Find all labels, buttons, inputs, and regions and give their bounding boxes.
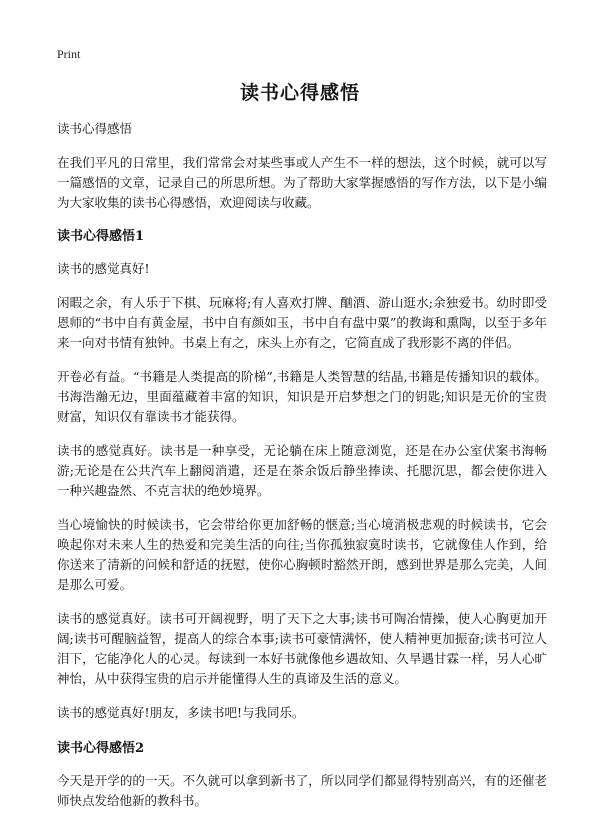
section2-paragraph: 今天是开学的的一天。不久就可以拿到新书了，所以同学们都显得特别高兴，有的还催老师快点发给他新的教科书。 bbox=[57, 773, 547, 808]
intro-paragraph: 在我们平凡的日常里，我们常常会对某些事或人产生不一样的想法，这个时候，就可以写一篇感悟的文章，记录自己的所思所想。为了帮助大家掌握感悟的写作方法，以下是小编为大家收集的读书心得感悟，欢迎阅读与收藏。 bbox=[57, 155, 547, 210]
section1-paragraph: 开卷必有益。“书籍是人类提高的阶梯”,书籍是人类智慧的结晶,书籍是传播知识的载体。书海浩瀚无边，里面蕴藏着丰富的知识，知识是开启梦想之门的钥匙;知识是无价的宝贵财富，知识仅有靠读书才能获得。 bbox=[57, 369, 547, 424]
section1-paragraph: 读书的感觉真好! bbox=[57, 261, 150, 276]
section1-paragraph: 读书的感觉真好。读书可开阔视野，明了天下之大事;读书可陶冶情操，使人心胸更加开阔;读书可醒脑益智，提高人的综合本事;读书可豪情满怀，使人精神更加振奋;读书可泣人泪下，它能净化人的心灵。每读到一本好书就像他乡遇故知、久旱遇甘霖一样，另人心旷神怡，从中获得宝贵的启示并能懂得人生的真谛及生活的意义。 bbox=[57, 611, 547, 686]
intro-label: 读书心得感悟 bbox=[57, 121, 133, 136]
section-heading-1: 读书心得感悟1 bbox=[57, 229, 145, 244]
section1-paragraph: 读书的感觉真好。读书是一种享受，无论躺在床上随意浏览，还是在办公室伏案书海畅游;无论是在公共汽车上翻阅消遣，还是在茶余饭后静坐捧读、托腮沉思，都会使你进入一种兴趣盎然、不克言状的绝妙境界。 bbox=[57, 443, 547, 498]
section1-paragraph: 当心境愉快的时候读书，它会带给你更加舒畅的惬意;当心境消极悲观的时候读书，它会唤起你对未来人生的热爱和完美生活的向往;当你孤独寂寞时读书，它就像佳人作到，给你送来了清新的问候和舒适的抚慰，使你心胸顿时豁然开朗，感到世界是那么完美，人间是那么可爱。 bbox=[57, 517, 547, 592]
article-body bbox=[57, 119, 547, 825]
section1-paragraph: 闲暇之余，有人乐于下棋、玩麻将;有人喜欢打牌、酗酒、游山逛水;余独爱书。幼时即受恩师的“书中自有黄金屋，书中自有颜如玉，书中自有盘中粟”的教诲和熏陶，以至于多年来一向对书情有独钟。书桌上有之，床头上亦有之，它简直成了我形影不离的伴侣。 bbox=[57, 295, 547, 350]
print-label[interactable]: Print bbox=[57, 47, 81, 61]
section-heading-2: 读书心得感悟2 bbox=[57, 741, 145, 756]
page-title: 读书心得感悟 bbox=[239, 82, 360, 104]
section1-paragraph: 读书的感觉真好!朋友，多读书吧!与我同乐。 bbox=[57, 705, 305, 720]
